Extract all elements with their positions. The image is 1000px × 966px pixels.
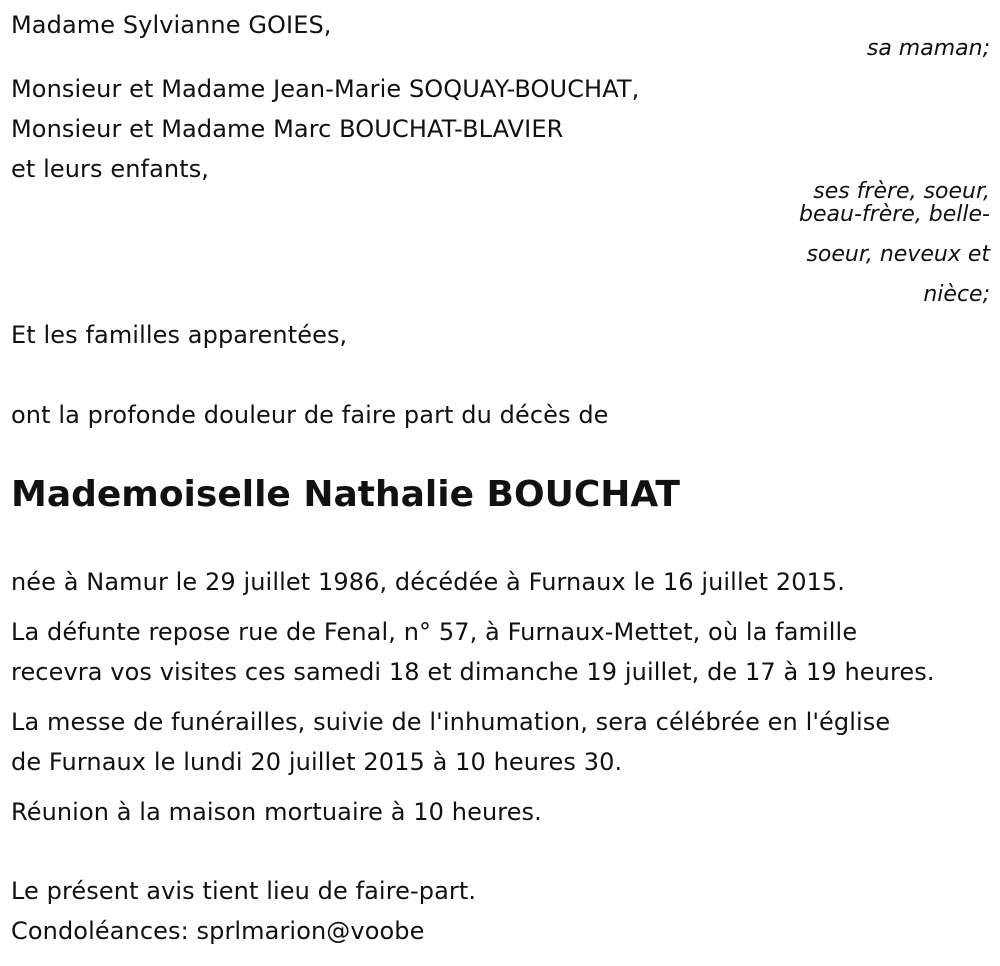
related-families: Et les familles apparentées, [11,321,348,349]
mother-name: Madame Sylvianne GOIES, [11,11,332,39]
sibling-line-3: et leurs enfants, [11,155,210,183]
visitation-line-2: recevra vos visites ces samedi 18 et dimanche 19 juillet, de 17 à 19 heures. [11,658,935,686]
siblings-relation-line-1: ses frère, soeur, [813,179,990,204]
mother-relation: sa maman; [866,36,990,61]
condolences-line: Condoléances: sprlmarion@voobe [11,917,425,945]
sibling-line-1: Monsieur et Madame Jean-Marie SOQUAY-BOUCHAT, [11,75,640,103]
meeting-line: Réunion à la maison mortuaire à 10 heures. [11,798,542,826]
funeral-line-2: de Furnaux le lundi 20 juillet 2015 à 10 heures 30. [11,748,623,776]
funeral-line-1: La messe de funérailles, suivie de l'inhumation, sera célébrée en l'église [11,708,891,736]
visitation-line-1: La défunte repose rue de Fenal, n° 57, à Furnaux-Mettet, où la famille [11,618,858,646]
birth-death-line: née à Namur le 29 juillet 1986, décédée à Furnaux le 16 juillet 2015. [11,568,846,596]
announcement-intro: ont la profonde douleur de faire part du décès de [11,401,609,429]
siblings-relation-line-2: beau-frère, belle- [799,202,990,227]
siblings-relation-line-4: nièce; [923,282,990,307]
notice-line: Le présent avis tient lieu de faire-part. [11,877,477,905]
siblings-relation-line-3: soeur, neveux et [806,242,990,267]
deceased-name: Mademoiselle Nathalie BOUCHAT [11,474,680,515]
sibling-line-2: Monsieur et Madame Marc BOUCHAT-BLAVIER [11,115,564,143]
